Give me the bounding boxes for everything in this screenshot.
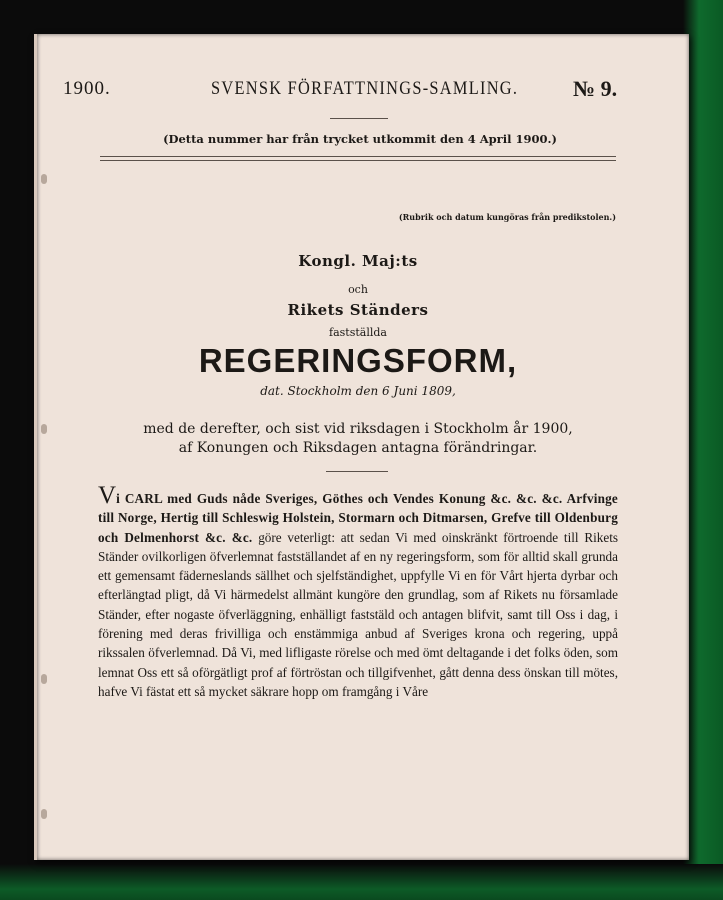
title-line-och: och [348, 283, 368, 296]
green-backdrop-bottom [0, 864, 723, 900]
amendment-line-1: med de derefter, och sist vid riksdagen i Stockholm år 1900, [143, 421, 573, 437]
green-backdrop-edge [683, 0, 723, 900]
amendment-text [100, 420, 616, 458]
double-rule [100, 156, 616, 161]
binding-stitch [41, 424, 47, 434]
binding-stitch [41, 809, 47, 819]
dated-line: dat. Stockholm den 6 Juni 1809, [260, 384, 456, 398]
royal-title-opening: i CARL med Guds nåde Sveriges, Göthes och Vendes Konung &c. &c. &c. Arfvinge till Norge, Hertig till Schleswig Holstein, Stormarn och Ditmarsen, Grefve till Oldenburg och Delmenhorst &c. &c. [98, 491, 618, 545]
title-line-faststalda: fastställda [329, 326, 387, 339]
print-note: (Detta nummer har från trycket utkommit den 4 April 1900.) [163, 132, 557, 146]
body-text-run: göre veterligt: att sedan Vi med oinskränkt förtroende till Rikets Ständer ovilkorligen öfverlemnat fastställandet af en ny regeringsform, som för alltid skall grunda ett gemensamt fäderneslands sällhet och sjelfständighet, uppfylle Vi en för Vårt hjerta dyrbar och efterlängtad pligt, då Vi härmedelst allmänt kungöre den grundlag, som af Rikets nu församlade Ständer, efter nogaste öfverläggning, enhälligt faststäld och antagen blifvit, samt till Oss i dag, i förening med deras frivilliga och enstämmiga anbud af Sveriges krona och regering, uppå rikssalen öfverlemnad. Då Vi, med lifligaste rörelse och med ömt deltagande i det folks öden, som lemnat Oss ett så oförgätligt prof af förtröstan och tillgifvenhet, gått denna dess önskan till mötes, hafve Vi fästat ett så mycket säkrare hopp om framgång i Våre [98, 529, 619, 699]
binding-stitch [41, 174, 47, 184]
main-title: REGERINGSFORM, [198, 342, 518, 379]
title-line-rikets: Rikets Ständers [287, 301, 429, 319]
binding-stitch [41, 674, 47, 684]
header-series-title: SVENSK FÖRFATTNINGS-SAMLING. [211, 78, 519, 99]
header-rule [330, 118, 388, 119]
section-rule [326, 471, 388, 472]
body-paragraph [98, 482, 619, 701]
header-issue-number: № 9. [573, 76, 618, 101]
header-year: 1900. [63, 78, 111, 99]
running-header [63, 78, 623, 106]
amendment-line-2: af Konungen och Riksdagen antagna förändringar. [178, 440, 538, 456]
title-line-kongl: Kongl. Maj:ts [298, 252, 418, 270]
drop-cap: V [98, 482, 117, 509]
rubrik-note: (Rubrik och datum kungöras från predikstolen.) [398, 212, 616, 222]
